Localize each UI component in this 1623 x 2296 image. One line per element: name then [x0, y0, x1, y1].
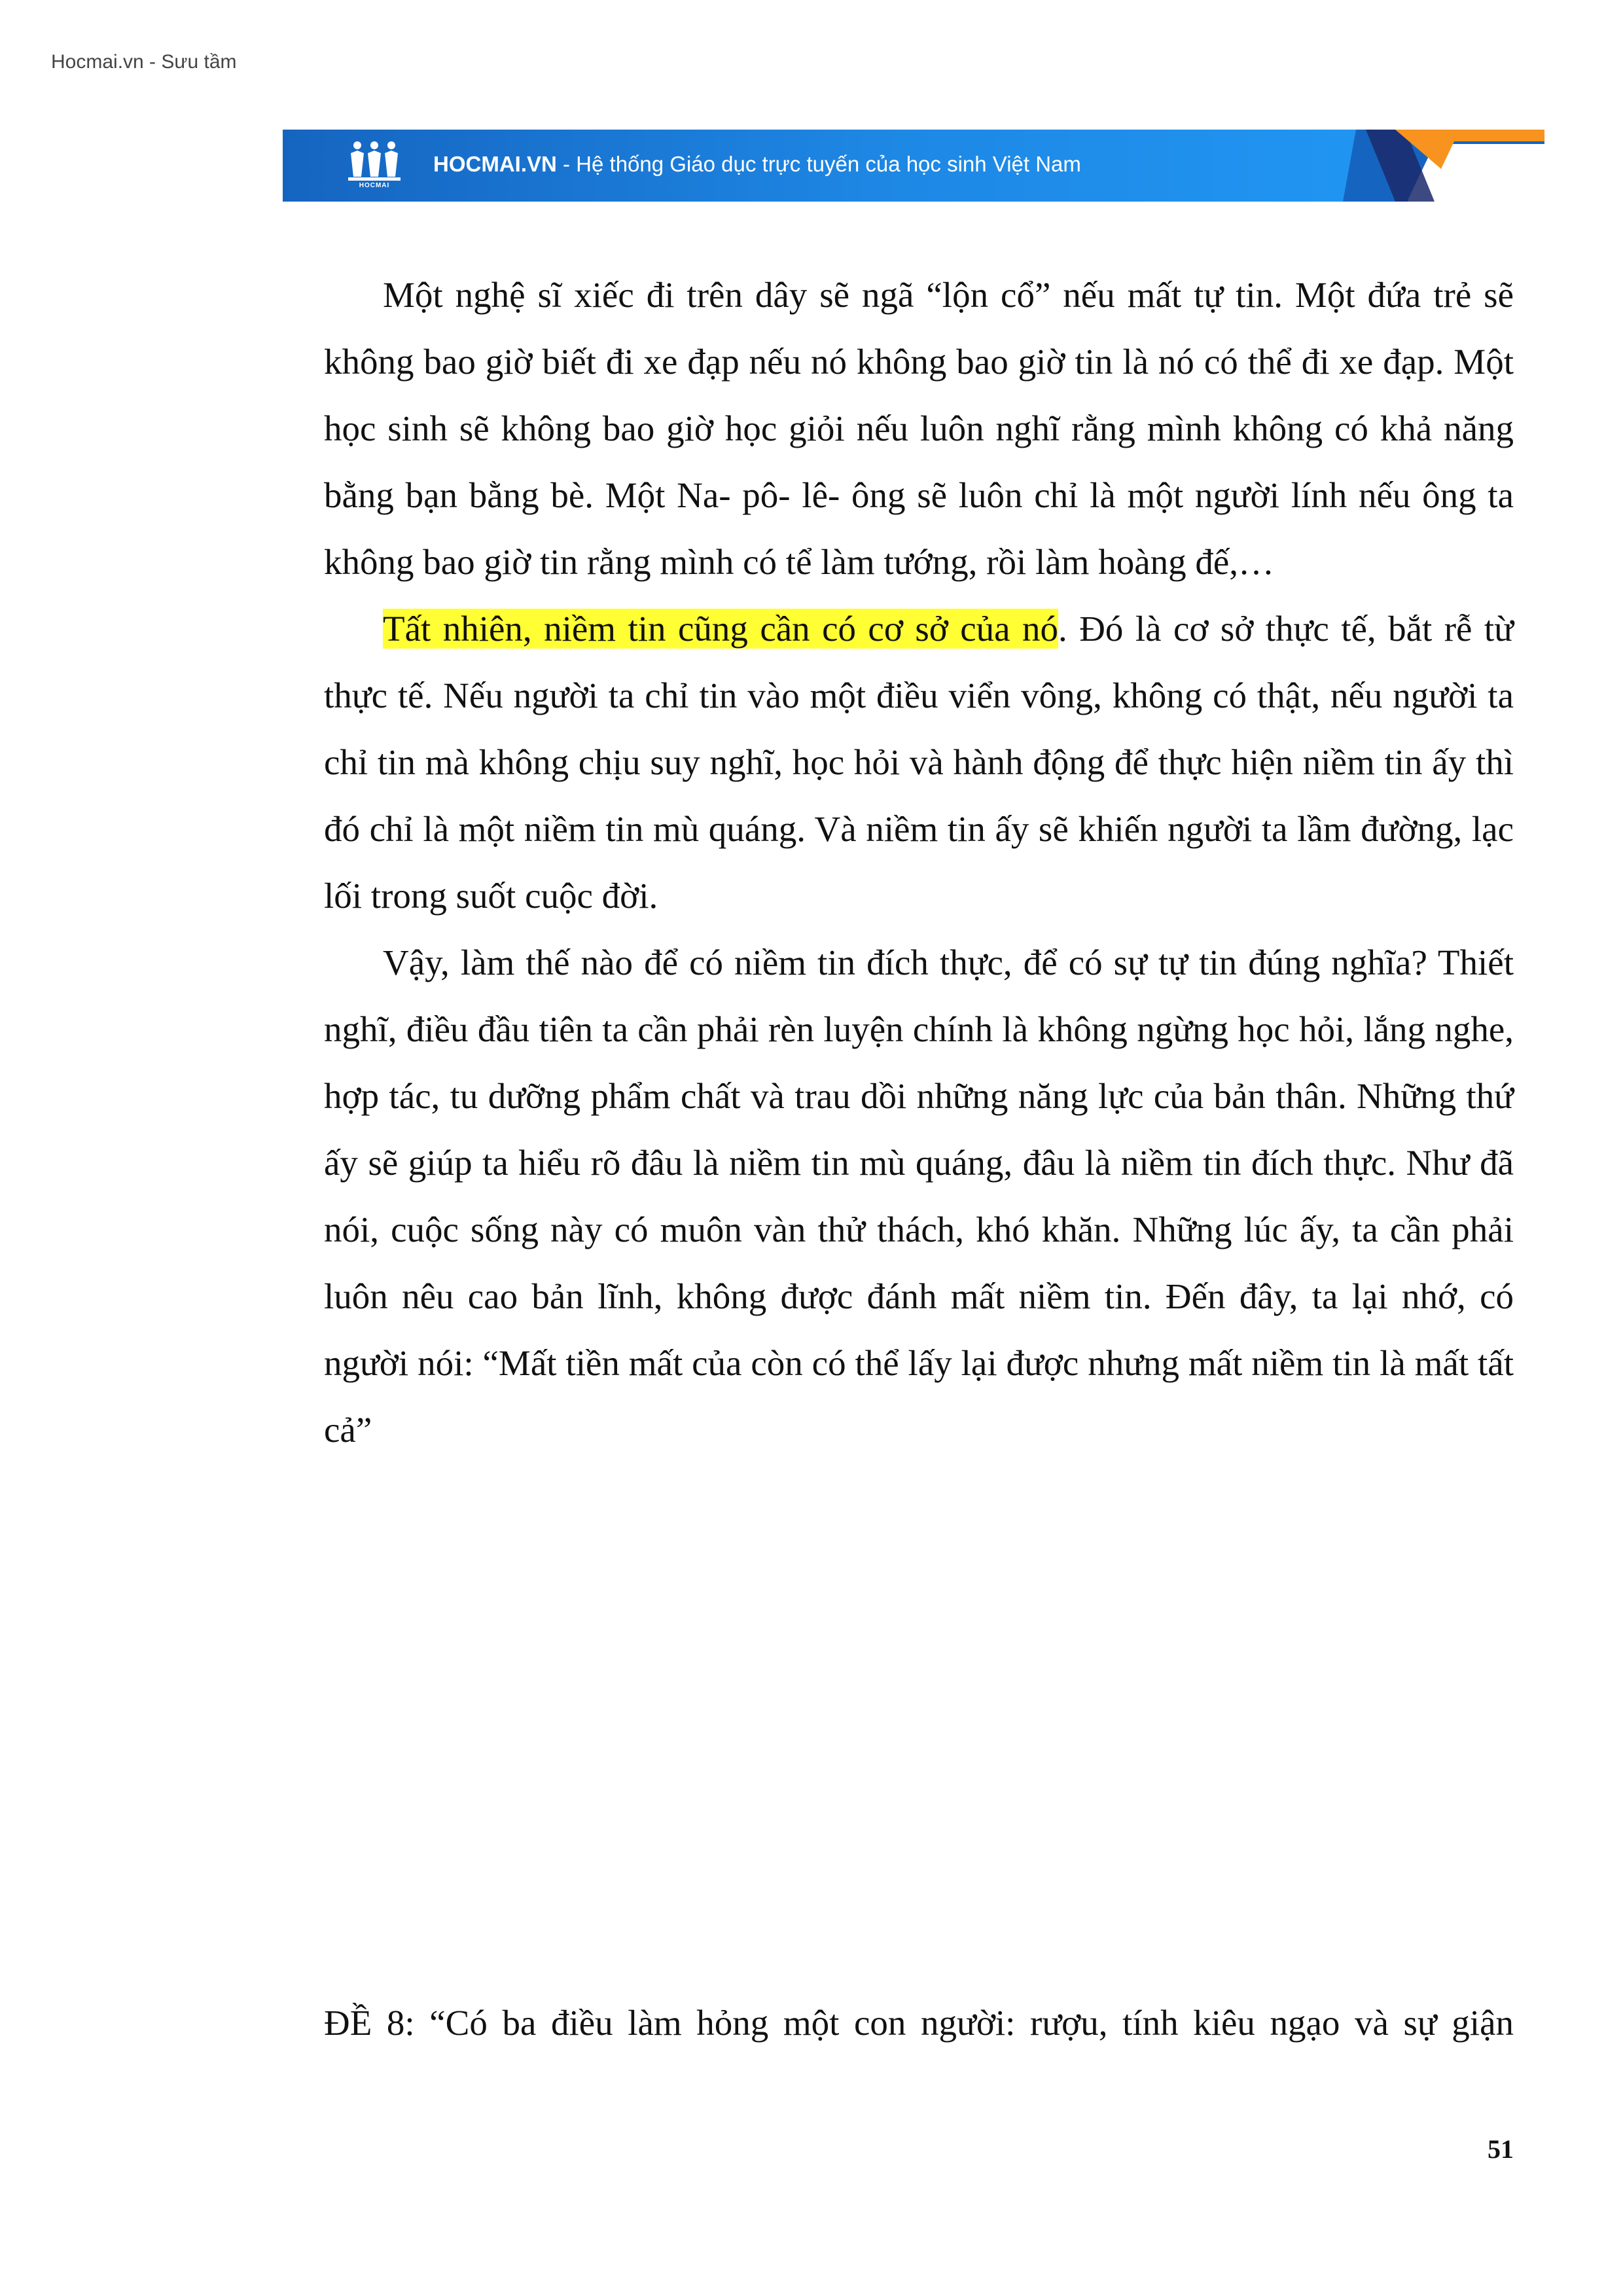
banner-brand: HOCMAI.VN	[433, 152, 557, 176]
source-note: Hocmai.vn - Sưu tầm	[51, 51, 237, 73]
banner-title	[433, 152, 1081, 177]
paragraph-1: Một nghệ sĩ xiếc đi trên dây sẽ ngã “lộn cổ” nếu mất tự tin. Một đứa trẻ sẽ không bao giờ biết đi xe đạp nếu nó không bao giờ tin là nó có thể đi xe đạp. Một học sinh sẽ không bao giờ học giỏi nếu luôn nghĩ rằng mình không có khả năng bằng bạn bằng bè. Một Na- pô- lê- ông sẽ luôn chỉ là một người lính nếu ông ta không bao giờ tin rằng mình có tể làm tướng, rồi làm hoàng đế,…	[324, 275, 1514, 582]
hocmai-logo	[348, 140, 401, 191]
highlighted-sentence: Tất nhiên, niềm tin cũng cần có cơ sở của nó	[383, 609, 1059, 649]
page-number: 51	[1488, 2134, 1514, 2164]
paragraph-2	[324, 596, 1514, 929]
header-banner	[283, 130, 1544, 202]
paragraph-3: Vậy, làm thế nào để có niềm tin đích thực, để có sự tự tin đúng nghĩa? Thiết nghĩ, điều đầu tiên ta cần phải rèn luyện chính là không ngừng học hỏi, lắng nghe, hợp tác, tu dưỡng phẩm chất và trau dồi những năng lực của bản thân. Những thứ ấy sẽ giúp ta hiểu rõ đâu là niềm tin mù quáng, đâu là niềm tin đích thực. Như đã nói, cuộc sống này có muôn vàn thử thách, khó khăn. Những lúc ấy, ta cần phải luôn nêu cao bản lĩnh, không được đánh mất niềm tin. Đến đây, ta lại nhớ, có người nói: “Mất tiền mất của còn có thể lấy lại được nhưng mất niềm tin là mất tất cả”	[324, 942, 1514, 1450]
paragraph-2-rest: . Đó là cơ sở thực tế, bắt rễ từ thực tế. Nếu người ta chỉ tin vào một điều viển vông, không có thật, nếu người ta chỉ tin mà không chịu suy nghĩ, học hỏi và hành động để thực hiện niềm tin ấy thì đó chỉ là một niềm tin mù quáng. Và niềm tin ấy sẽ khiến người ta lầm đường, lạc lối trong suốt cuộc đời.	[324, 609, 1514, 916]
de-8-heading: ĐỀ 8: “Có ba điều làm hỏng một con người: rượu, tính kiêu ngạo và sự giận	[324, 2003, 1514, 2043]
main-text	[324, 262, 1514, 1463]
logo-caption: HOCMAI	[359, 182, 390, 189]
banner-tagline: - Hệ thống Giáo dục trực tuyến của học sinh Việt Nam	[556, 152, 1081, 176]
